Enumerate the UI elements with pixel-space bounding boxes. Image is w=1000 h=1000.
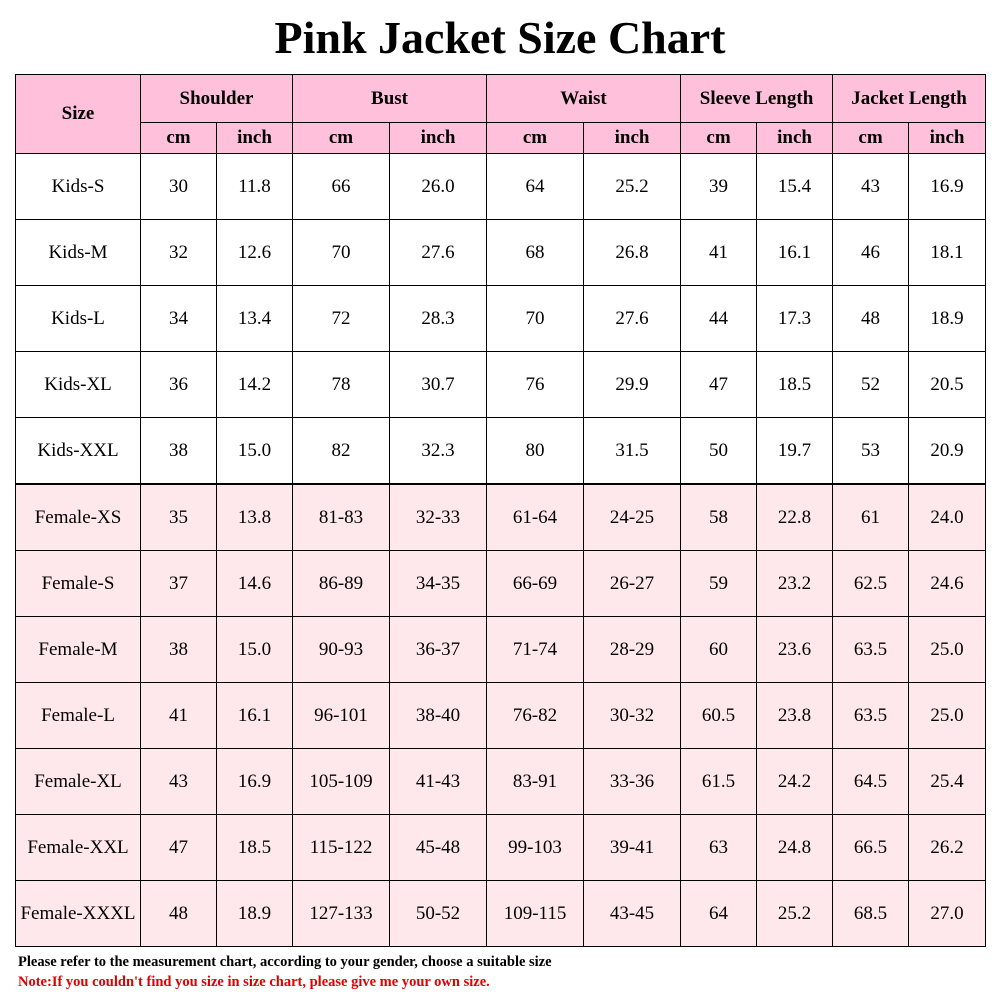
measurement-cell: 48 (141, 881, 217, 947)
measurement-cell: 26-27 (584, 551, 681, 617)
measurement-cell: 39 (681, 154, 757, 220)
unit-header: inch (217, 123, 293, 154)
measurement-cell: 86-89 (293, 551, 390, 617)
measurement-cell: 43 (833, 154, 909, 220)
measurement-cell: 15.0 (217, 617, 293, 683)
measurement-cell: 34-35 (390, 551, 487, 617)
measurement-cell: 38 (141, 617, 217, 683)
measurement-cell: 66-69 (487, 551, 584, 617)
measurement-cell: 28-29 (584, 617, 681, 683)
measurement-cell: 70 (487, 286, 584, 352)
measurement-cell: 52 (833, 352, 909, 418)
unit-header: cm (487, 123, 584, 154)
measurement-cell: 23.6 (757, 617, 833, 683)
measurement-cell: 13.8 (217, 484, 293, 551)
table-row (16, 617, 986, 683)
size-label-cell: Kids-XL (16, 352, 141, 418)
unit-header: inch (584, 123, 681, 154)
table-row (16, 749, 986, 815)
measurement-cell: 90-93 (293, 617, 390, 683)
size-label-cell: Female-M (16, 617, 141, 683)
measurement-cell: 20.9 (909, 418, 986, 485)
measurement-cell: 41 (681, 220, 757, 286)
measurement-cell: 81-83 (293, 484, 390, 551)
measurement-cell: 105-109 (293, 749, 390, 815)
size-label-cell: Female-S (16, 551, 141, 617)
measurement-cell: 43-45 (584, 881, 681, 947)
unit-header: cm (293, 123, 390, 154)
measurement-cell: 18.9 (909, 286, 986, 352)
size-label-cell: Female-XXL (16, 815, 141, 881)
measurement-cell: 16.1 (217, 683, 293, 749)
measurement-cell: 63.5 (833, 683, 909, 749)
measurement-cell: 24.8 (757, 815, 833, 881)
measurement-cell: 82 (293, 418, 390, 485)
size-label-cell: Kids-L (16, 286, 141, 352)
size-label-cell: Female-L (16, 683, 141, 749)
size-chart-table (15, 74, 986, 947)
table-row (16, 551, 986, 617)
measurement-cell: 71-74 (487, 617, 584, 683)
measurement-cell: 24-25 (584, 484, 681, 551)
measurement-cell: 127-133 (293, 881, 390, 947)
measurement-cell: 28.3 (390, 286, 487, 352)
measurement-cell: 76-82 (487, 683, 584, 749)
measurement-cell: 25.0 (909, 617, 986, 683)
size-label-cell: Female-XXXL (16, 881, 141, 947)
measurement-cell: 115-122 (293, 815, 390, 881)
measurement-cell: 99-103 (487, 815, 584, 881)
measurement-cell: 18.9 (217, 881, 293, 947)
header-row-units (16, 123, 986, 154)
measurement-cell: 37 (141, 551, 217, 617)
measurement-cell: 13.4 (217, 286, 293, 352)
measurement-cell: 25.2 (584, 154, 681, 220)
table-row (16, 286, 986, 352)
measurement-cell: 23.2 (757, 551, 833, 617)
measurement-cell: 68 (487, 220, 584, 286)
measurement-cell: 41 (141, 683, 217, 749)
measurement-cell: 60.5 (681, 683, 757, 749)
measurement-cell: 23.8 (757, 683, 833, 749)
size-header: Size (16, 75, 141, 154)
measurement-cell: 18.5 (217, 815, 293, 881)
measurement-cell: 59 (681, 551, 757, 617)
measurement-cell: 61-64 (487, 484, 584, 551)
measurement-cell: 78 (293, 352, 390, 418)
measurement-cell: 62.5 (833, 551, 909, 617)
table-row (16, 352, 986, 418)
unit-header: cm (681, 123, 757, 154)
measurement-cell: 25.0 (909, 683, 986, 749)
unit-header: inch (757, 123, 833, 154)
measurement-cell: 36 (141, 352, 217, 418)
measurement-cell: 17.3 (757, 286, 833, 352)
measurement-cell: 15.4 (757, 154, 833, 220)
measurement-cell: 24.2 (757, 749, 833, 815)
measurement-cell: 26.2 (909, 815, 986, 881)
measurement-cell: 29.9 (584, 352, 681, 418)
header-row-groups (16, 75, 986, 123)
size-label-cell: Female-XL (16, 749, 141, 815)
measurement-cell: 26.8 (584, 220, 681, 286)
measurement-cell: 50 (681, 418, 757, 485)
page-title: Pink Jacket Size Chart (274, 12, 726, 63)
measurement-cell: 24.6 (909, 551, 986, 617)
measurement-cell: 14.6 (217, 551, 293, 617)
measurement-cell: 24.0 (909, 484, 986, 551)
table-row (16, 154, 986, 220)
measurement-cell: 61.5 (681, 749, 757, 815)
measurement-cell: 64.5 (833, 749, 909, 815)
group-header-jacket-length: Jacket Length (833, 75, 986, 123)
measurement-cell: 70 (293, 220, 390, 286)
measurement-cell: 12.6 (217, 220, 293, 286)
measurement-cell: 66.5 (833, 815, 909, 881)
measurement-cell: 46 (833, 220, 909, 286)
size-note-warning: Note:If you couldn't find you size in size chart, please give me your own size. (18, 974, 490, 990)
unit-header: inch (909, 123, 986, 154)
measurement-cell: 25.2 (757, 881, 833, 947)
table-row (16, 220, 986, 286)
measurement-cell: 50-52 (390, 881, 487, 947)
measurement-cell: 41-43 (390, 749, 487, 815)
table-row (16, 881, 986, 947)
measurement-cell: 48 (833, 286, 909, 352)
table-row (16, 484, 986, 551)
measurement-cell: 61 (833, 484, 909, 551)
measurement-cell: 15.0 (217, 418, 293, 485)
measurement-cell: 45-48 (390, 815, 487, 881)
table-row (16, 683, 986, 749)
measurement-cell: 44 (681, 286, 757, 352)
measurement-cell: 26.0 (390, 154, 487, 220)
measurement-cell: 16.1 (757, 220, 833, 286)
size-label-cell: Kids-S (16, 154, 141, 220)
group-header-waist: Waist (487, 75, 681, 123)
measurement-cell: 96-101 (293, 683, 390, 749)
measurement-cell: 80 (487, 418, 584, 485)
table-row (16, 418, 986, 485)
measurement-cell: 63.5 (833, 617, 909, 683)
measurement-cell: 72 (293, 286, 390, 352)
measurement-cell: 27.6 (390, 220, 487, 286)
measurement-cell: 47 (681, 352, 757, 418)
measurement-cell: 43 (141, 749, 217, 815)
measurement-cell: 20.5 (909, 352, 986, 418)
measurement-cell: 25.4 (909, 749, 986, 815)
measurement-cell: 33-36 (584, 749, 681, 815)
measurement-note: Please refer to the measurement chart, according to your gender, choose a suitable size (18, 954, 552, 970)
group-header-bust: Bust (293, 75, 487, 123)
measurement-cell: 32-33 (390, 484, 487, 551)
size-label-cell: Kids-XXL (16, 418, 141, 485)
measurement-cell: 58 (681, 484, 757, 551)
measurement-cell: 30-32 (584, 683, 681, 749)
measurement-cell: 14.2 (217, 352, 293, 418)
unit-header: cm (141, 123, 217, 154)
measurement-cell: 18.5 (757, 352, 833, 418)
measurement-cell: 32 (141, 220, 217, 286)
group-header-shoulder: Shoulder (141, 75, 293, 123)
measurement-cell: 31.5 (584, 418, 681, 485)
table-row (16, 815, 986, 881)
measurement-cell: 109-115 (487, 881, 584, 947)
measurement-cell: 83-91 (487, 749, 584, 815)
size-label-cell: Kids-M (16, 220, 141, 286)
measurement-cell: 22.8 (757, 484, 833, 551)
measurement-cell: 39-41 (584, 815, 681, 881)
measurement-cell: 64 (487, 154, 584, 220)
measurement-cell: 36-37 (390, 617, 487, 683)
unit-header: inch (390, 123, 487, 154)
measurement-cell: 27.6 (584, 286, 681, 352)
measurement-cell: 16.9 (909, 154, 986, 220)
measurement-cell: 18.1 (909, 220, 986, 286)
measurement-cell: 16.9 (217, 749, 293, 815)
size-label-cell: Female-XS (16, 484, 141, 551)
measurement-cell: 76 (487, 352, 584, 418)
measurement-cell: 64 (681, 881, 757, 947)
measurement-cell: 11.8 (217, 154, 293, 220)
measurement-cell: 32.3 (390, 418, 487, 485)
unit-header: cm (833, 123, 909, 154)
group-header-sleeve-length: Sleeve Length (681, 75, 833, 123)
measurement-cell: 53 (833, 418, 909, 485)
measurement-cell: 38 (141, 418, 217, 485)
measurement-cell: 27.0 (909, 881, 986, 947)
measurement-cell: 30.7 (390, 352, 487, 418)
measurement-cell: 66 (293, 154, 390, 220)
measurement-cell: 34 (141, 286, 217, 352)
measurement-cell: 30 (141, 154, 217, 220)
measurement-cell: 19.7 (757, 418, 833, 485)
measurement-cell: 38-40 (390, 683, 487, 749)
measurement-cell: 63 (681, 815, 757, 881)
measurement-cell: 35 (141, 484, 217, 551)
measurement-cell: 47 (141, 815, 217, 881)
measurement-cell: 68.5 (833, 881, 909, 947)
measurement-cell: 60 (681, 617, 757, 683)
table-body (16, 154, 986, 947)
